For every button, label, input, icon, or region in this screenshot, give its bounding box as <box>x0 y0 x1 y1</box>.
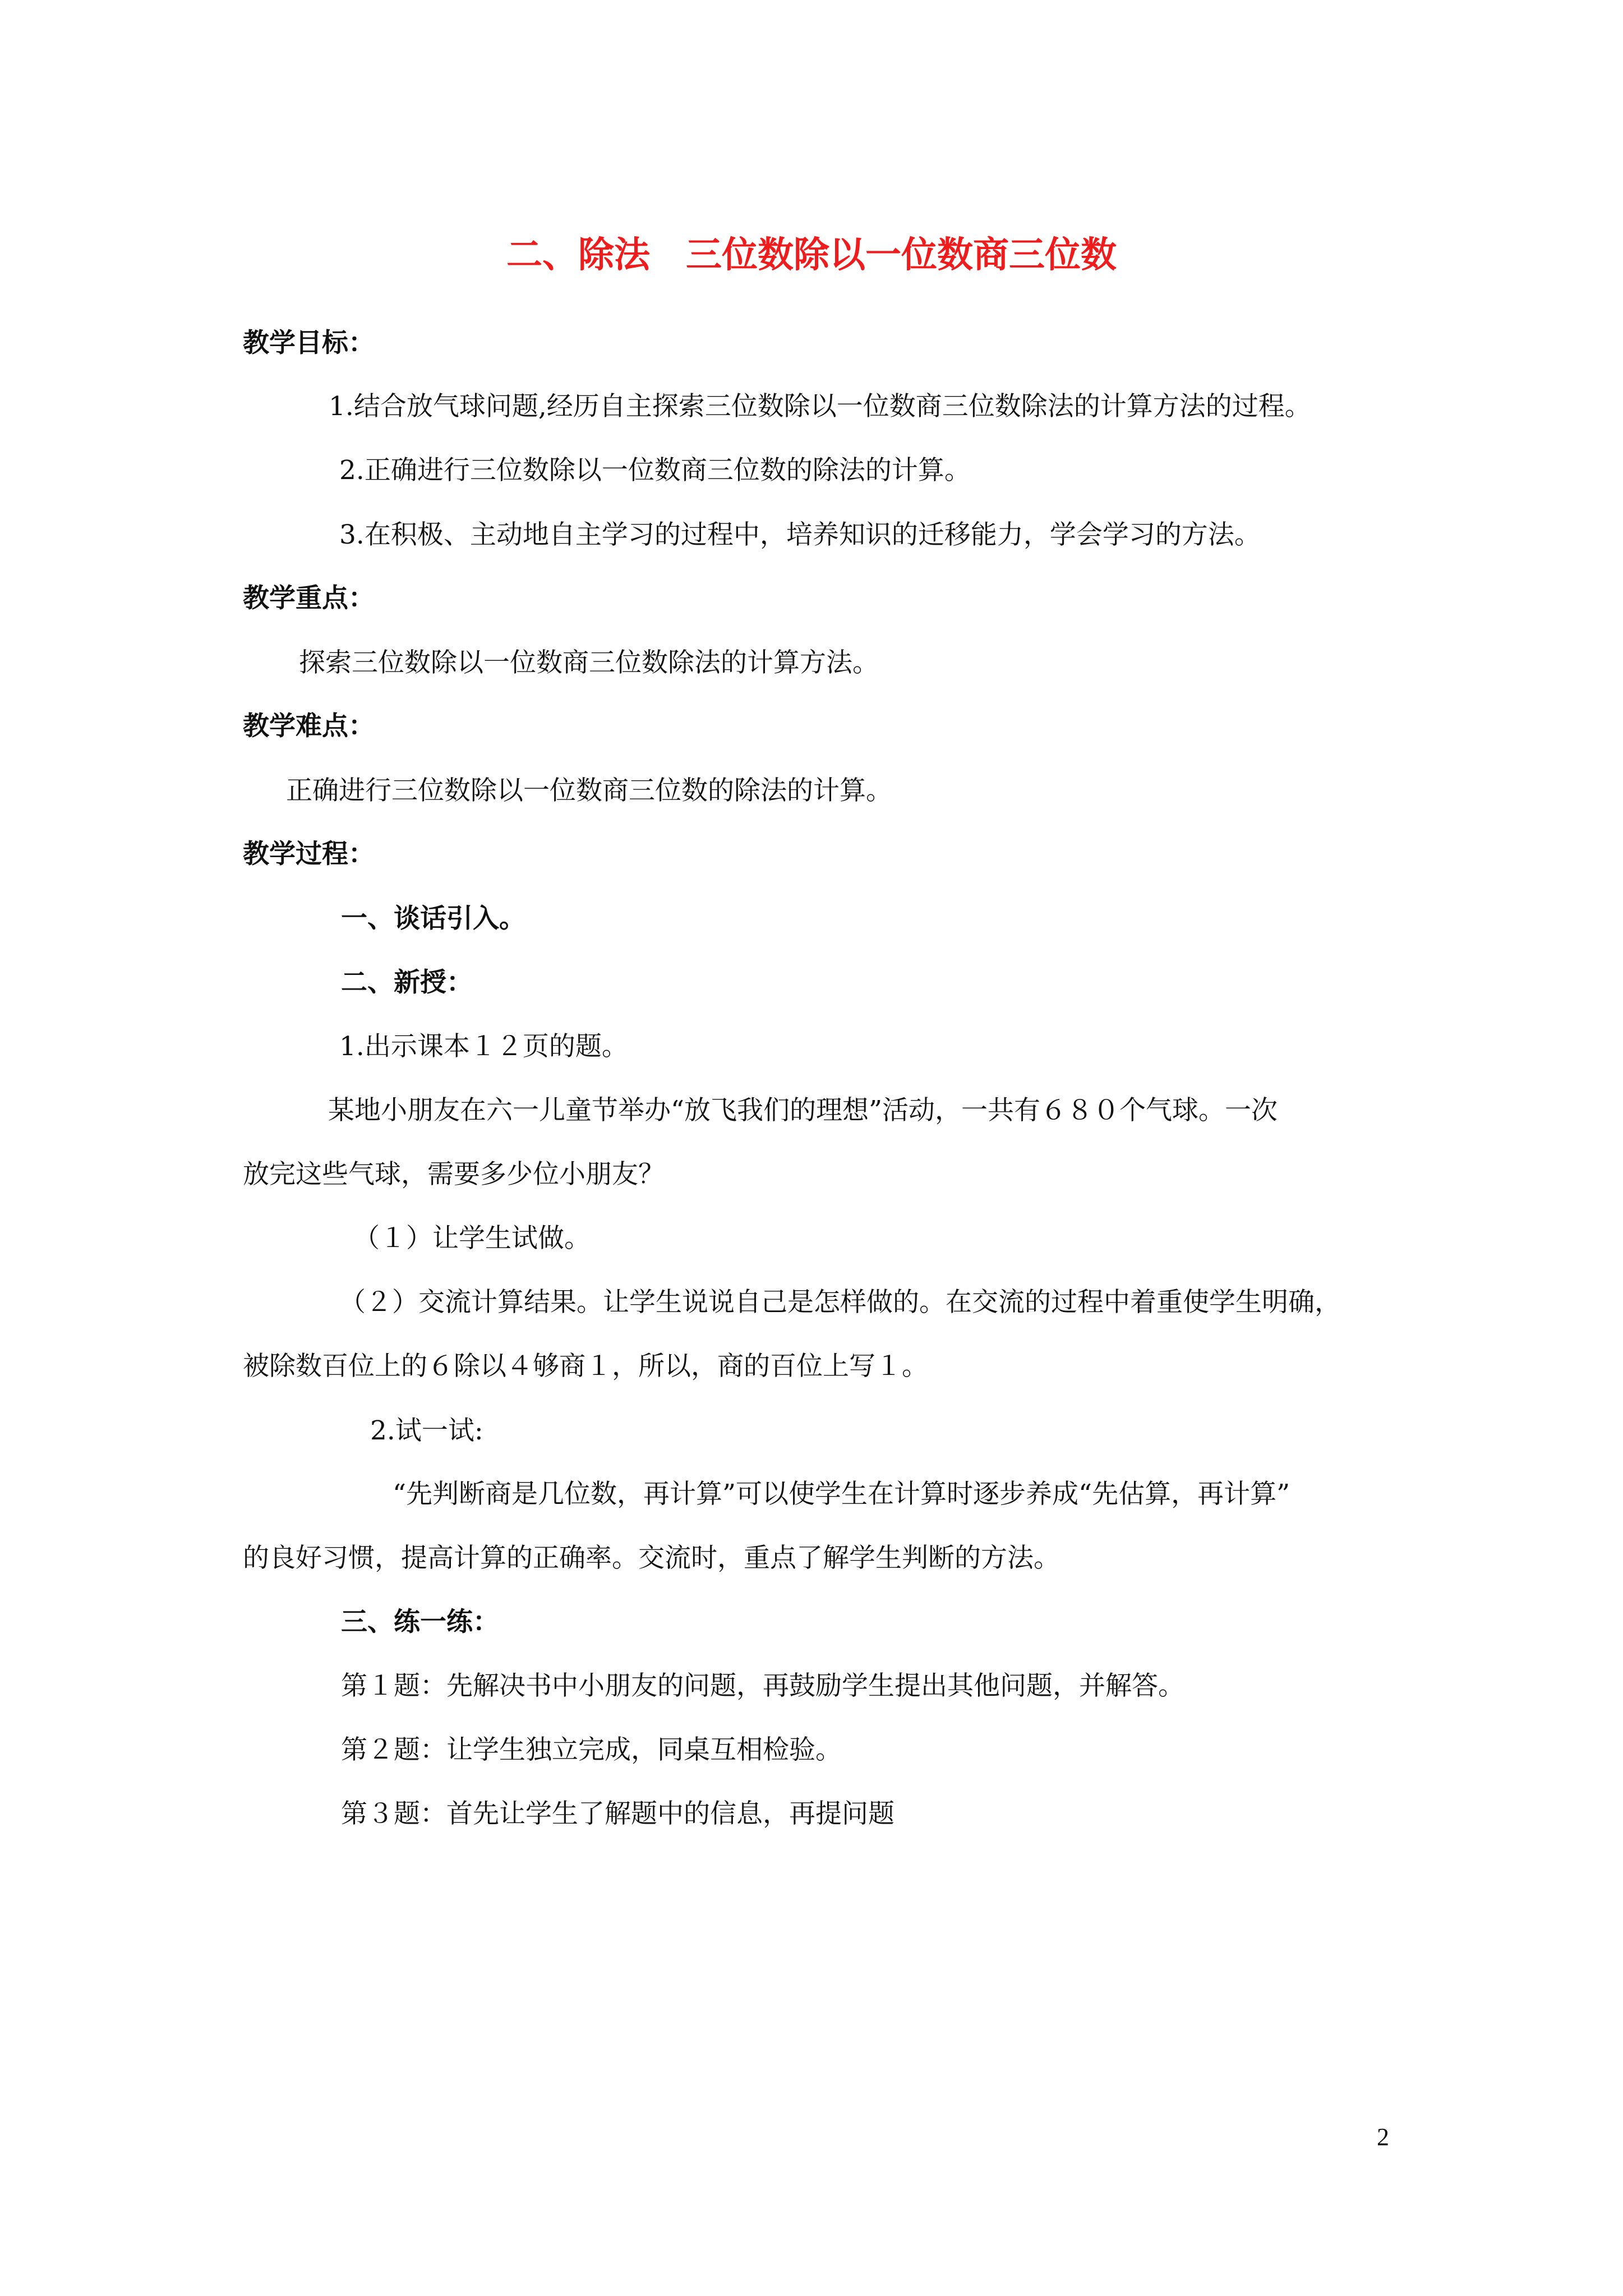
try-it-line-1: “先判断商是几位数，再计算”可以使学生在计算时逐步养成“先估算，再计算” <box>393 1479 1290 1510</box>
key-point-heading: 教学重点： <box>243 583 375 614</box>
page-number: 2 <box>1377 2123 1389 2151</box>
sub-step-2-line-1: （２）交流计算结果。让学生说说自己是怎样做的。在交流的过程中着重使学生明确， <box>339 1287 1341 1318</box>
practice-item-1: 第１题：先解决书中小朋友的问题，再鼓励学生提出其他问题，并解答。 <box>341 1671 1184 1701</box>
objective-3: 3.在积极、主动地自主学习的过程中，培养知识的迁移能力，学会学习的方法。 <box>339 519 1261 550</box>
objective-1: 1.结合放气球问题,经历自主探索三位数除以一位数商三位数除法的计算方法的过程。 <box>329 391 1311 422</box>
difficulty-heading: 教学难点： <box>243 711 375 742</box>
difficulty-text: 正确进行三位数除以一位数商三位数的除法的计算。 <box>286 775 892 806</box>
problem-line-2: 放完这些气球，需要多少位小朋友？ <box>243 1159 665 1190</box>
objectives-heading: 教学目标： <box>243 328 375 358</box>
key-point-text: 探索三位数除以一位数商三位数除法的计算方法。 <box>299 647 879 678</box>
sub-step-1: （１）让学生试做。 <box>353 1223 591 1254</box>
step3-heading: 三、练一练： <box>341 1607 499 1637</box>
try-it-line-2: 的良好习惯，提高计算的正确率。交流时，重点了解学生判断的方法。 <box>243 1543 1060 1573</box>
document-title: 二、除法 三位数除以一位数商三位数 <box>506 234 1117 276</box>
practice-item-2: 第２题：让学生独立完成，同桌互相检验。 <box>341 1734 842 1765</box>
practice-item-3: 第３题：首先让学生了解题中的信息，再提问题 <box>341 1798 895 1829</box>
problem-line-1: 某地小朋友在六一儿童节举办“放飞我们的理想”活动，一共有６８０个气球。一次 <box>328 1095 1278 1126</box>
new-lesson-item-2: 2.试一试: <box>370 1415 483 1446</box>
step2-heading: 二、新授： <box>341 967 473 998</box>
sub-step-2-line-2: 被除数百位上的６除以４够商１，所以，商的百位上写１。 <box>243 1351 928 1382</box>
objective-2: 2.正确进行三位数除以一位数商三位数的除法的计算。 <box>339 455 971 486</box>
step1-heading: 一、谈话引入。 <box>341 903 525 934</box>
process-heading: 教学过程： <box>243 839 375 869</box>
new-lesson-item-1: 1.出示课本１２页的题。 <box>339 1031 628 1062</box>
